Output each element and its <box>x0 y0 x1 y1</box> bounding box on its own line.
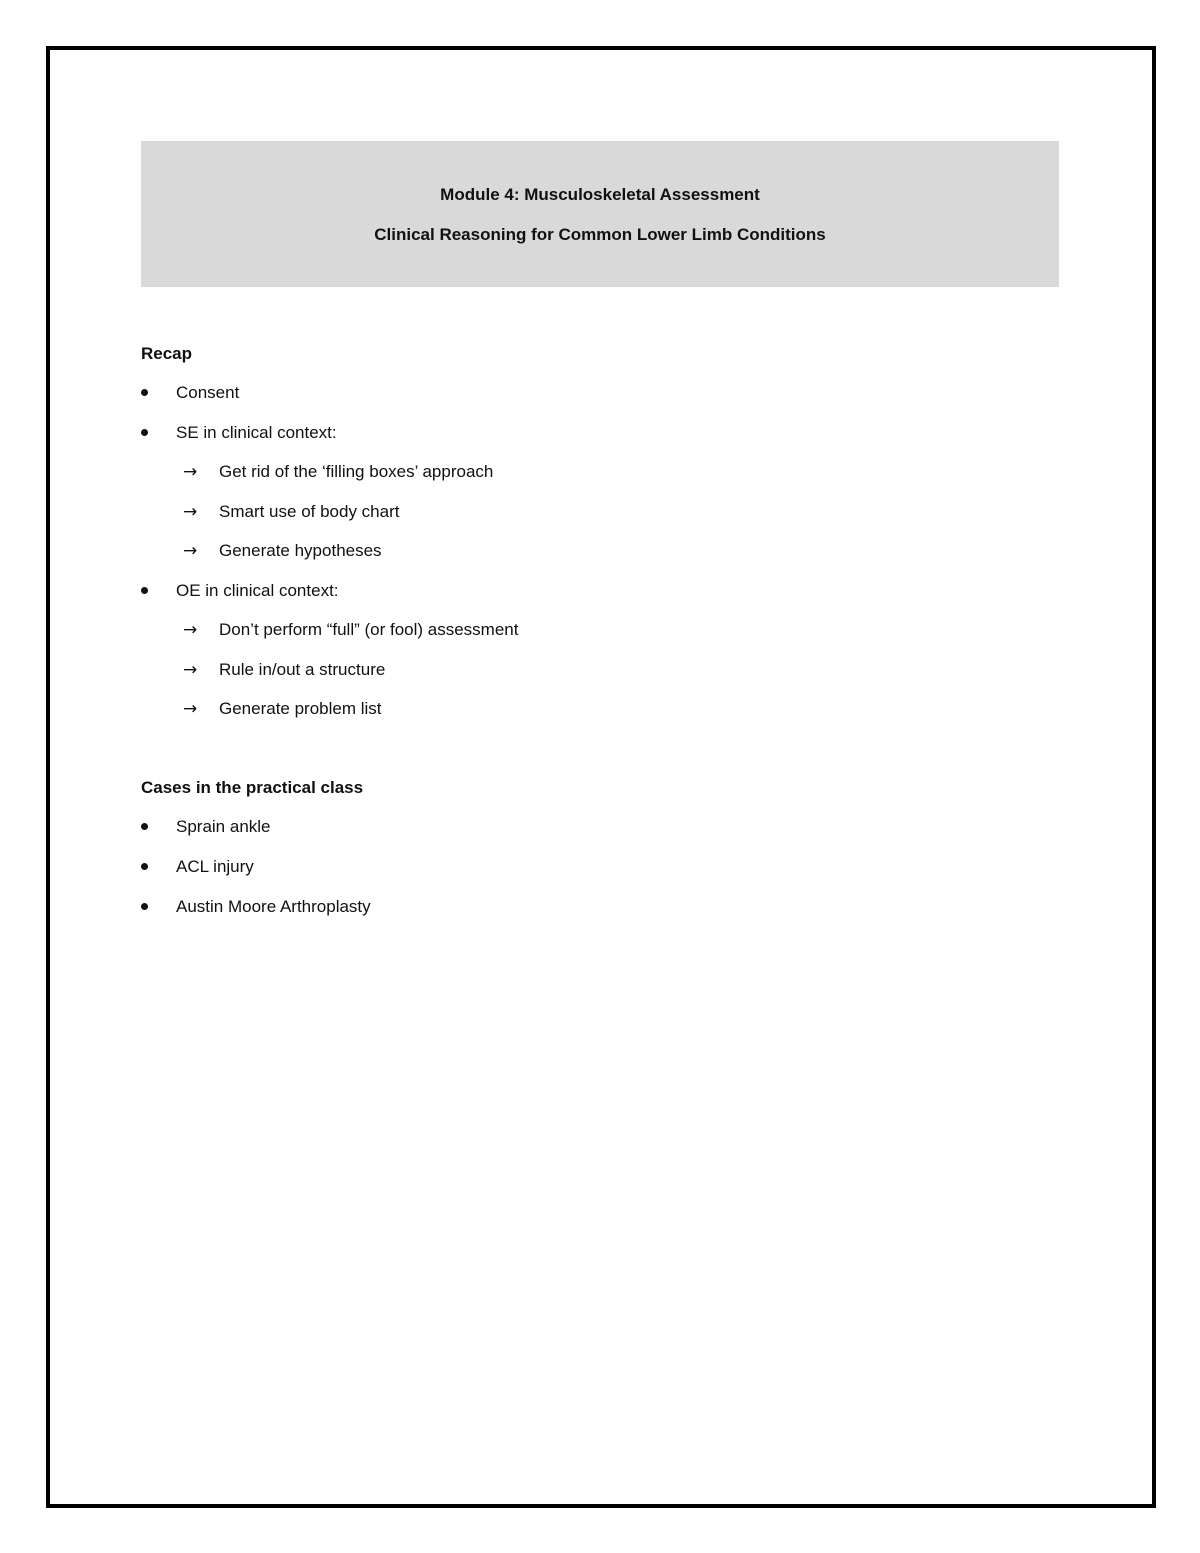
recap-heading: Recap <box>141 344 193 363</box>
arrow-icon: → <box>183 620 198 640</box>
case-item: ACL injury <box>176 857 254 876</box>
arrow-icon: → <box>183 699 198 719</box>
arrow-icon: → <box>183 462 198 482</box>
recap-item-se: SE in clinical context: <box>176 423 337 442</box>
arrow-icon: → <box>183 660 198 680</box>
se-subitem: Generate hypotheses <box>219 541 382 560</box>
oe-subitem: Generate problem list <box>219 699 382 718</box>
case-item: Austin Moore Arthroplasty <box>176 897 371 916</box>
bullet-icon <box>141 863 148 870</box>
cases-heading: Cases in the practical class <box>141 778 364 797</box>
bullet-icon <box>141 903 148 910</box>
bullet-icon <box>141 823 148 830</box>
se-subitem: Get rid of the ‘filling boxes’ approach <box>219 462 494 481</box>
bullet-icon <box>141 429 148 436</box>
recap-item-consent: Consent <box>176 383 240 402</box>
header-box <box>141 141 1059 287</box>
bullet-icon <box>141 389 148 396</box>
bullet-icon <box>141 587 148 594</box>
arrow-icon: → <box>183 502 198 522</box>
se-subitem: Smart use of body chart <box>219 502 400 521</box>
oe-subitem: Don’t perform “full” (or fool) assessment <box>219 620 519 639</box>
module-title: Module 4: Musculoskeletal Assessment <box>440 185 760 204</box>
module-subtitle: Clinical Reasoning for Common Lower Limb Conditions <box>374 225 826 244</box>
case-item: Sprain ankle <box>176 817 271 836</box>
arrow-icon: → <box>183 541 198 561</box>
oe-subitem: Rule in/out a structure <box>219 660 386 679</box>
recap-item-oe: OE in clinical context: <box>176 581 339 600</box>
